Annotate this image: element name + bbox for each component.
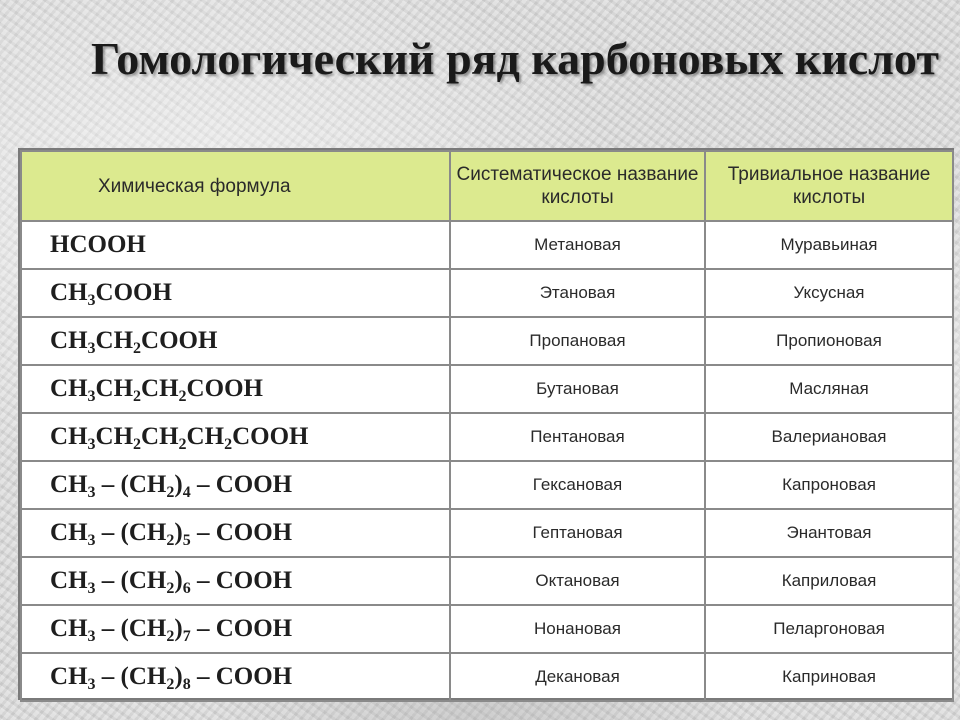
systematic-name-cell: Гептановая bbox=[450, 509, 705, 557]
trivial-name-cell: Уксусная bbox=[705, 269, 953, 317]
table-header-row bbox=[21, 151, 953, 221]
formula-cell: $CH_3 - (CH_2)_5$ – COOH bbox=[21, 509, 450, 557]
formula-cell: $CH_3CH_2CH_2CH_2COOH$ bbox=[21, 413, 450, 461]
formula-cell: $CH_3 - (CH_2)_6$ – COOH bbox=[21, 557, 450, 605]
trivial-name-cell: Валериановая bbox=[705, 413, 953, 461]
header-systematic-name: Систематическое название кислоты bbox=[450, 151, 705, 221]
systematic-name-cell: Бутановая bbox=[450, 365, 705, 413]
formula-cell: $CH_3CH_2COOH$ bbox=[21, 317, 450, 365]
trivial-name-cell: Каприновая bbox=[705, 653, 953, 701]
homologous-series-table bbox=[20, 150, 954, 702]
table-row bbox=[21, 413, 953, 461]
formula-cell: $CH_3CH_2CH_2COOH$ bbox=[21, 365, 450, 413]
table-row bbox=[21, 269, 953, 317]
trivial-name-cell: Пропионовая bbox=[705, 317, 953, 365]
table-row bbox=[21, 365, 953, 413]
acids-table-container bbox=[18, 148, 954, 700]
table-row bbox=[21, 653, 953, 701]
trivial-name-cell: Каприловая bbox=[705, 557, 953, 605]
formula-cell: $CH_3 - (CH_2)_7$ – COOH bbox=[21, 605, 450, 653]
formula-cell: HCOOH bbox=[21, 221, 450, 269]
systematic-name-cell: Гексановая bbox=[450, 461, 705, 509]
formula-cell: $CH_3 - (CH_2)_8$ – COOH bbox=[21, 653, 450, 701]
systematic-name-cell: Пропановая bbox=[450, 317, 705, 365]
table-row bbox=[21, 605, 953, 653]
systematic-name-cell: Декановая bbox=[450, 653, 705, 701]
formula-cell: $CH_3COOH$ bbox=[21, 269, 450, 317]
systematic-name-cell: Метановая bbox=[450, 221, 705, 269]
trivial-name-cell: Энантовая bbox=[705, 509, 953, 557]
systematic-name-cell: Пентановая bbox=[450, 413, 705, 461]
systematic-name-cell: Этановая bbox=[450, 269, 705, 317]
trivial-name-cell: Пеларгоновая bbox=[705, 605, 953, 653]
systematic-name-cell: Нонановая bbox=[450, 605, 705, 653]
formula-cell: $CH_3 - (CH_2)_4$ – COOH bbox=[21, 461, 450, 509]
trivial-name-cell: Муравьиная bbox=[705, 221, 953, 269]
trivial-name-cell: Капроновая bbox=[705, 461, 953, 509]
header-trivial-name: Тривиальное название кислоты bbox=[705, 151, 953, 221]
systematic-name-cell: Октановая bbox=[450, 557, 705, 605]
table-row bbox=[21, 509, 953, 557]
trivial-name-cell: Масляная bbox=[705, 365, 953, 413]
table-row bbox=[21, 221, 953, 269]
table-row bbox=[21, 557, 953, 605]
header-formula: Химическая формула bbox=[21, 151, 450, 221]
table-row bbox=[21, 317, 953, 365]
table-row bbox=[21, 461, 953, 509]
page-title: Гомологический ряд карбоновых кислот bbox=[91, 33, 939, 84]
